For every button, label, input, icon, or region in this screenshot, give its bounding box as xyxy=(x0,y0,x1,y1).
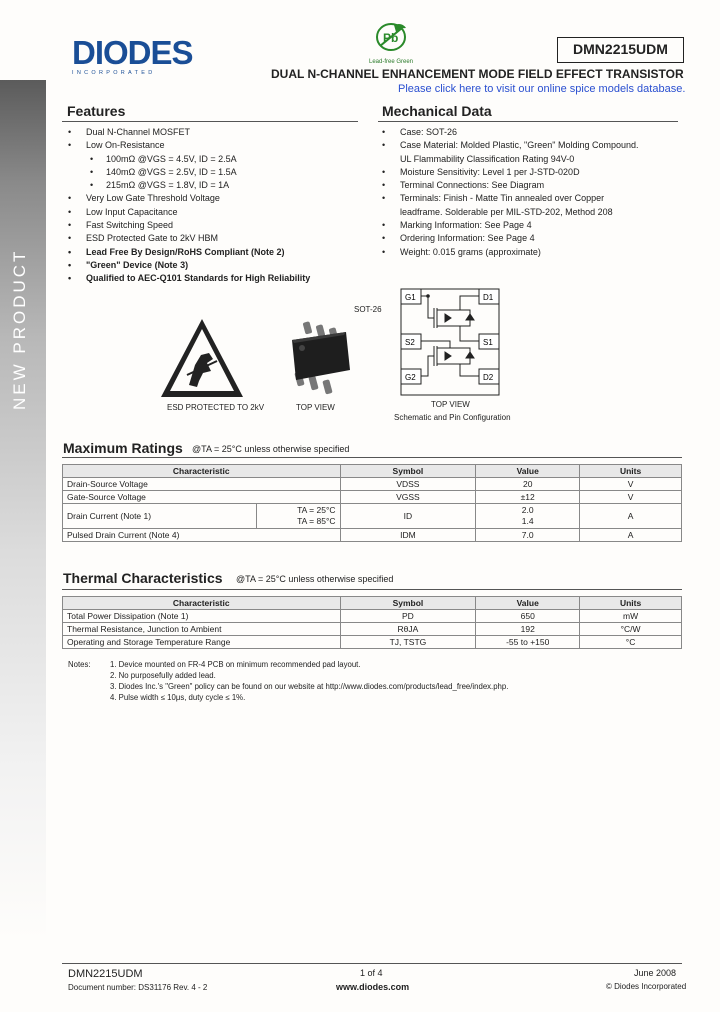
footer-doc-number: Document number: DS31176 Rev. 4 - 2 xyxy=(68,983,208,992)
lead-free-icon xyxy=(372,22,410,52)
table-row xyxy=(63,504,682,529)
footer-copyright: © Diodes Incorporated xyxy=(606,982,687,991)
footer-rule xyxy=(62,963,682,964)
cell-units: mW xyxy=(580,610,682,623)
list-item: • Weight: 0.015 grams (approximate) xyxy=(378,246,639,259)
thermal-table xyxy=(62,596,682,649)
cell-units: V xyxy=(580,491,682,504)
side-band xyxy=(0,80,46,940)
cell-characteristic: Drain Current (Note 1) xyxy=(63,504,257,529)
list-item: • "Green" Device (Note 3) xyxy=(64,259,310,272)
cell-symbol: PD xyxy=(340,610,476,623)
footer-part-number: DMN2215UDM xyxy=(68,968,143,980)
list-item: • Low Input Capacitance xyxy=(64,206,310,219)
header-value: Value xyxy=(476,465,580,478)
cell-symbol: RθJA xyxy=(340,623,476,636)
table-row xyxy=(63,610,682,623)
new-product-label: NEW PRODUCT xyxy=(10,248,29,410)
pin-g2-label: G2 xyxy=(405,373,416,382)
footer-page-number: 1 of 4 xyxy=(360,968,383,978)
list-item: • Very Low Gate Threshold Voltage xyxy=(64,192,310,205)
list-item: • ESD Protected Gate to 2kV HBM xyxy=(64,232,310,245)
header-value: Value xyxy=(476,597,580,610)
pin-d2-label: D2 xyxy=(483,373,494,382)
header-characteristic: Characteristic xyxy=(63,465,341,478)
esd-protection-symbol xyxy=(157,315,247,401)
list-item: • Ordering Information: See Page 4 xyxy=(378,232,639,245)
logo-text: DIODES xyxy=(72,34,193,71)
mechanical-heading: Mechanical Data xyxy=(382,103,492,119)
features-list xyxy=(64,126,310,286)
esd-label: ESD PROTECTED TO 2kV xyxy=(167,403,265,412)
header-units: Units xyxy=(580,597,682,610)
cell-value: 2.0 1.4 xyxy=(476,504,580,529)
cell-characteristic: Drain-Source Voltage xyxy=(63,478,341,491)
list-item: • Marking Information: See Page 4 xyxy=(378,219,639,232)
header-units: Units xyxy=(580,465,682,478)
max-ratings-heading: Maximum Ratings xyxy=(63,440,183,456)
list-item: • Fast Switching Speed xyxy=(64,219,310,232)
cell-characteristic: Gate-Source Voltage xyxy=(63,491,341,504)
mechanical-rule xyxy=(378,121,678,122)
cell-units: V xyxy=(580,478,682,491)
header-characteristic: Characteristic xyxy=(63,597,341,610)
thermal-heading: Thermal Characteristics xyxy=(63,570,223,586)
lead-free-label: Lead-free Green xyxy=(368,59,414,65)
cell-value: 650 xyxy=(476,610,580,623)
note-item: 4. Pulse width ≤ 10μs, duty cycle ≤ 1%. xyxy=(110,693,246,702)
spice-models-link[interactable]: Please click here to visit our online spice models database. xyxy=(398,83,686,95)
list-item: • Terminals: Finish - Matte Tin annealed over Copper xyxy=(378,192,639,205)
list-item: UL Flammability Classification Rating 94V-0 xyxy=(400,153,575,164)
logo-subtext: INCORPORATED xyxy=(72,70,156,76)
cell-units: °C/W xyxy=(580,623,682,636)
sot26-package-image xyxy=(284,320,356,400)
top-view-label: TOP VIEW xyxy=(296,403,335,412)
schematic-top-view-label: TOP VIEW xyxy=(431,400,470,409)
cell-units: °C xyxy=(580,636,682,649)
max-ratings-rule xyxy=(62,457,682,458)
table-header-row xyxy=(63,465,682,478)
pin-g1-label: G1 xyxy=(405,293,416,302)
cell-value: 7.0 xyxy=(476,529,580,542)
list-item: • 215mΩ @VGS = 1.8V, ID = 1A xyxy=(64,179,310,192)
list-item: • 140mΩ @VGS = 2.5V, ID = 1.5A xyxy=(64,166,310,179)
diodes-logo xyxy=(72,34,208,78)
list-item: • Moisture Sensitivity: Level 1 per J-STD-020D xyxy=(378,166,639,179)
note-item: 2. No purposefully added lead. xyxy=(110,671,216,680)
note-item: 1. Device mounted on FR-4 PCB on minimum recommended pad layout. xyxy=(110,660,361,669)
table-row xyxy=(63,529,682,542)
cell-value: ±12 xyxy=(476,491,580,504)
cell-characteristic: Pulsed Drain Current (Note 4) xyxy=(63,529,341,542)
mosfet-1-symbol xyxy=(421,296,479,341)
list-item: • Case Material: Molded Plastic, "Green" Molding Compound. xyxy=(378,139,639,152)
cell-value: 20 xyxy=(476,478,580,491)
list-item: • Qualified to AEC-Q101 Standards for High Reliability xyxy=(64,272,310,285)
footer-url[interactable]: www.diodes.com xyxy=(336,982,410,992)
pin-s1-label: S1 xyxy=(483,338,493,347)
pin-d1-label: D1 xyxy=(483,293,494,302)
list-item: • Lead Free By Design/RoHS Compliant (Note 2) xyxy=(64,246,310,259)
cell-symbol: VDSS xyxy=(340,478,476,491)
mechanical-list xyxy=(378,126,639,259)
table-row xyxy=(63,491,682,504)
cell-symbol: TJ, TSTG xyxy=(340,636,476,649)
schematic-caption: Schematic and Pin Configuration xyxy=(394,413,511,422)
table-row xyxy=(63,623,682,636)
cell-value: -55 to +150 xyxy=(476,636,580,649)
cell-condition: TA = 25°C TA = 85°C xyxy=(256,504,340,529)
list-item: • 100mΩ @VGS = 4.5V, ID = 2.5A xyxy=(64,153,310,166)
package-name: SOT-26 xyxy=(354,305,382,314)
notes-label: Notes: xyxy=(68,660,91,669)
cell-symbol: ID xyxy=(340,504,476,529)
schematic-diagram xyxy=(400,288,500,398)
table-row xyxy=(63,636,682,649)
header-symbol: Symbol xyxy=(340,465,476,478)
table-row xyxy=(63,478,682,491)
list-item: • Dual N-Channel MOSFET xyxy=(64,126,310,139)
list-item: • Case: SOT-26 xyxy=(378,126,639,139)
list-item: leadframe. Solderable per MIL-STD-202, Method 208 xyxy=(400,206,613,217)
cell-characteristic: Total Power Dissipation (Note 1) xyxy=(63,610,341,623)
cell-symbol: VGSS xyxy=(340,491,476,504)
max-ratings-condition: @TA = 25°C unless otherwise specified xyxy=(192,444,350,454)
max-ratings-table xyxy=(62,464,682,542)
notes-section xyxy=(68,659,508,703)
features-rule xyxy=(62,121,358,122)
features-heading: Features xyxy=(67,103,126,119)
note-item: 3. Diodes Inc.'s "Green" policy can be found on our website at http://www.diodes.com/products/lead_free/index.php. xyxy=(110,682,509,691)
cell-symbol: IDM xyxy=(340,529,476,542)
header-symbol: Symbol xyxy=(340,597,476,610)
mosfet-2-symbol xyxy=(421,341,479,376)
cell-characteristic: Thermal Resistance, Junction to Ambient xyxy=(63,623,341,636)
document-title: DUAL N-CHANNEL ENHANCEMENT MODE FIELD EFFECT TRANSISTOR xyxy=(271,67,684,81)
footer-date: June 2008 xyxy=(634,968,677,978)
cell-units: A xyxy=(580,529,682,542)
thermal-condition: @TA = 25°C unless otherwise specified xyxy=(236,574,394,584)
lead-free-badge xyxy=(366,22,416,66)
list-item: • Low On-Resistance xyxy=(64,139,310,152)
cell-characteristic: Operating and Storage Temperature Range xyxy=(63,636,341,649)
list-item: • Terminal Connections: See Diagram xyxy=(378,179,639,192)
cell-units: A xyxy=(580,504,682,529)
table-header-row xyxy=(63,597,682,610)
cell-value: 192 xyxy=(476,623,580,636)
part-number-box: DMN2215UDM xyxy=(557,37,684,63)
lead-free-symbol: Pb xyxy=(383,31,399,45)
pin-s2-label: S2 xyxy=(405,338,415,347)
thermal-rule xyxy=(62,589,682,590)
